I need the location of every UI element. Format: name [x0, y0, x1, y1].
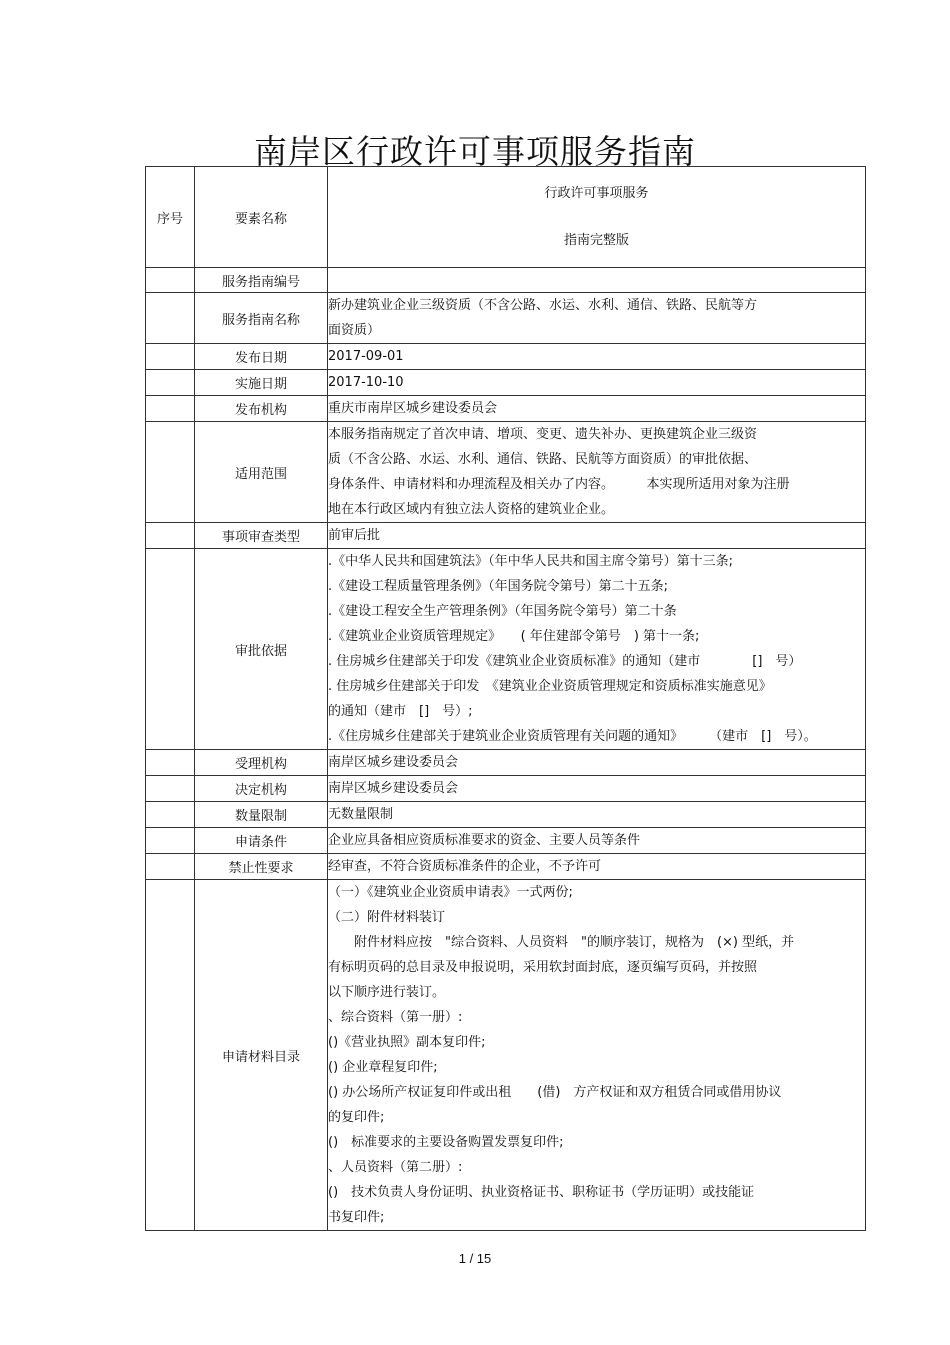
table-row-quantity-limit [146, 802, 866, 828]
value-line: () 企业章程复印件; [328, 1060, 438, 1075]
header-guide-line-2: 指南完整版 [563, 232, 629, 248]
element-value [328, 268, 866, 293]
serial-number-cell [146, 268, 195, 293]
page-title: 南岸区行政许可事项服务指南 [254, 132, 696, 171]
serial-number-cell [146, 293, 195, 344]
value-line: 本服务指南规定了首次申请、增项、变更、遗失补办、更换建筑企业三级资 [328, 427, 758, 442]
value-line: 书复印件; [328, 1210, 385, 1225]
element-value [328, 422, 866, 523]
table-header-row [146, 167, 866, 268]
element-label: 审批依据 [195, 549, 328, 750]
value-line: 前审后批 [328, 528, 381, 543]
value-line: .《建设工程安全生产管理条例》（年国务院令第号）第二十条 [328, 604, 677, 619]
value-line: （一）《建筑业企业资质申请表》一式两份; [328, 885, 573, 900]
element-label: 申请条件 [195, 828, 328, 854]
page-number: 1 / 15 [458, 1251, 492, 1266]
table-row-approval-basis [146, 549, 866, 750]
value-line: . 住房城乡住建部关于印发 《建筑业企业资质管理规定和资质标准实施意见》 [328, 679, 772, 694]
serial-number-cell [146, 776, 195, 802]
serial-number-cell [146, 828, 195, 854]
value-line: 新办建筑业企业三级资质（不含公路、水运、水利、通信、铁路、民航等方 [328, 298, 758, 313]
table-row-guide-name [146, 293, 866, 344]
value-line: .《中华人民共和国建筑法》（年中华人民共和国主席令第号）第十三条; [328, 554, 734, 569]
header-guide-version [328, 167, 866, 268]
value-line: () 办公场所产权证复印件或出租 (借) 方产权证和双方租赁合同或借用协议 [328, 1085, 782, 1100]
value-line: 有标明页码的总目录及申报说明，采用软封面封底，逐页编写页码，并按照 [328, 960, 758, 975]
element-value [328, 828, 866, 854]
element-label: 发布日期 [195, 344, 328, 370]
serial-number-cell [146, 523, 195, 549]
serial-number-cell [146, 750, 195, 776]
value-line: （二）附件材料装订 [328, 910, 446, 925]
element-value [328, 293, 866, 344]
serial-number-cell [146, 370, 195, 396]
value-line: .《住房城乡住建部关于建筑业企业资质管理有关问题的通知》 （建市 [] 号）。 [328, 729, 817, 744]
header-guide-line-1: 行政许可事项服务 [544, 185, 649, 201]
table-row-prohibitions [146, 854, 866, 880]
table-row-effective-date [146, 370, 866, 396]
value-line: 2017-09-01 [328, 349, 404, 364]
service-guide-table [145, 166, 866, 1231]
value-line: 经审查，不符合资质标准条件的企业，不予许可 [328, 859, 602, 874]
value-line: ()《营业执照》副本复印件; [328, 1035, 486, 1050]
element-label: 数量限制 [195, 802, 328, 828]
value-line: . 住房城乡住建部关于印发《建筑业企业资质标准》的通知（建市 [] 号） [328, 654, 802, 669]
element-label: 服务指南编号 [195, 268, 328, 293]
element-label: 发布机构 [195, 396, 328, 422]
element-value [328, 396, 866, 422]
serial-number-cell [146, 802, 195, 828]
element-label: 决定机构 [195, 776, 328, 802]
element-value [328, 802, 866, 828]
header-element-name: 要素名称 [195, 167, 328, 268]
value-line: 无数量限制 [328, 807, 394, 822]
element-value [328, 880, 866, 1231]
serial-number-cell [146, 854, 195, 880]
table-row-deciding-agency [146, 776, 866, 802]
value-line: 地在本行政区域内有独立法人资格的建筑业企业。 [328, 502, 615, 517]
element-value [328, 776, 866, 802]
value-line: 面资质） [328, 323, 381, 338]
table-row-review-type [146, 523, 866, 549]
value-line: .《建设工程质量管理条例》（年国务院令第号）第二十五条; [328, 579, 669, 594]
element-label: 服务指南名称 [195, 293, 328, 344]
table-row-application-conditions [146, 828, 866, 854]
value-line: 、人员资料（第二册）: [328, 1160, 463, 1175]
element-value [328, 344, 866, 370]
value-line: 以下顺序进行装订。 [328, 985, 446, 1000]
value-line: () 标准要求的主要设备购置发票复印件; [328, 1135, 564, 1150]
table-row-accepting-agency [146, 750, 866, 776]
value-line: 企业应具备相应资质标准要求的资金、主要人员等条件 [328, 833, 641, 848]
element-value [328, 854, 866, 880]
element-value [328, 750, 866, 776]
value-line: 南岸区城乡建设委员会 [328, 781, 459, 796]
value-line: 的复印件; [328, 1110, 385, 1125]
table-row-scope [146, 422, 866, 523]
value-line: 重庆市南岸区城乡建设委员会 [328, 401, 498, 416]
value-line: 质（不含公路、水运、水利、通信、铁路、民航等方面资质）的审批依据、 [328, 452, 758, 467]
element-label: 禁止性要求 [195, 854, 328, 880]
element-label: 适用范围 [195, 422, 328, 523]
value-line: .《建筑业企业资质管理规定》 ( 年住建部令第号 ) 第十一条; [328, 629, 700, 644]
element-value [328, 523, 866, 549]
element-label: 申请材料目录 [195, 880, 328, 1231]
element-label: 事项审查类型 [195, 523, 328, 549]
header-serial-number: 序号 [146, 167, 195, 268]
table-row-materials-list [146, 880, 866, 1231]
serial-number-cell [146, 880, 195, 1231]
element-label: 受理机构 [195, 750, 328, 776]
value-line: 、综合资料（第一册）: [328, 1010, 463, 1025]
table-row-guide-number [146, 268, 866, 293]
value-line: 南岸区城乡建设委员会 [328, 755, 459, 770]
element-label: 实施日期 [195, 370, 328, 396]
element-value [328, 549, 866, 750]
serial-number-cell [146, 549, 195, 750]
value-line: 附件材料应按 "综合资料、人员资料 "的顺序装订，规格为 (×) 型纸，并 [328, 935, 795, 950]
table-row-publishing-agency [146, 396, 866, 422]
value-line: () 技术负责人身份证明、执业资格证书、职称证书（学历证明）或技能证 [328, 1185, 755, 1200]
serial-number-cell [146, 396, 195, 422]
serial-number-cell [146, 422, 195, 523]
value-line: 2017-10-10 [328, 375, 404, 390]
element-value [328, 370, 866, 396]
table-row-publish-date [146, 344, 866, 370]
value-line: 身体条件、申请材料和办理流程及相关办了内容。 本实现所适用对象为注册 [328, 477, 790, 492]
value-line: 的通知（建市 [] 号）; [328, 704, 473, 719]
serial-number-cell [146, 344, 195, 370]
